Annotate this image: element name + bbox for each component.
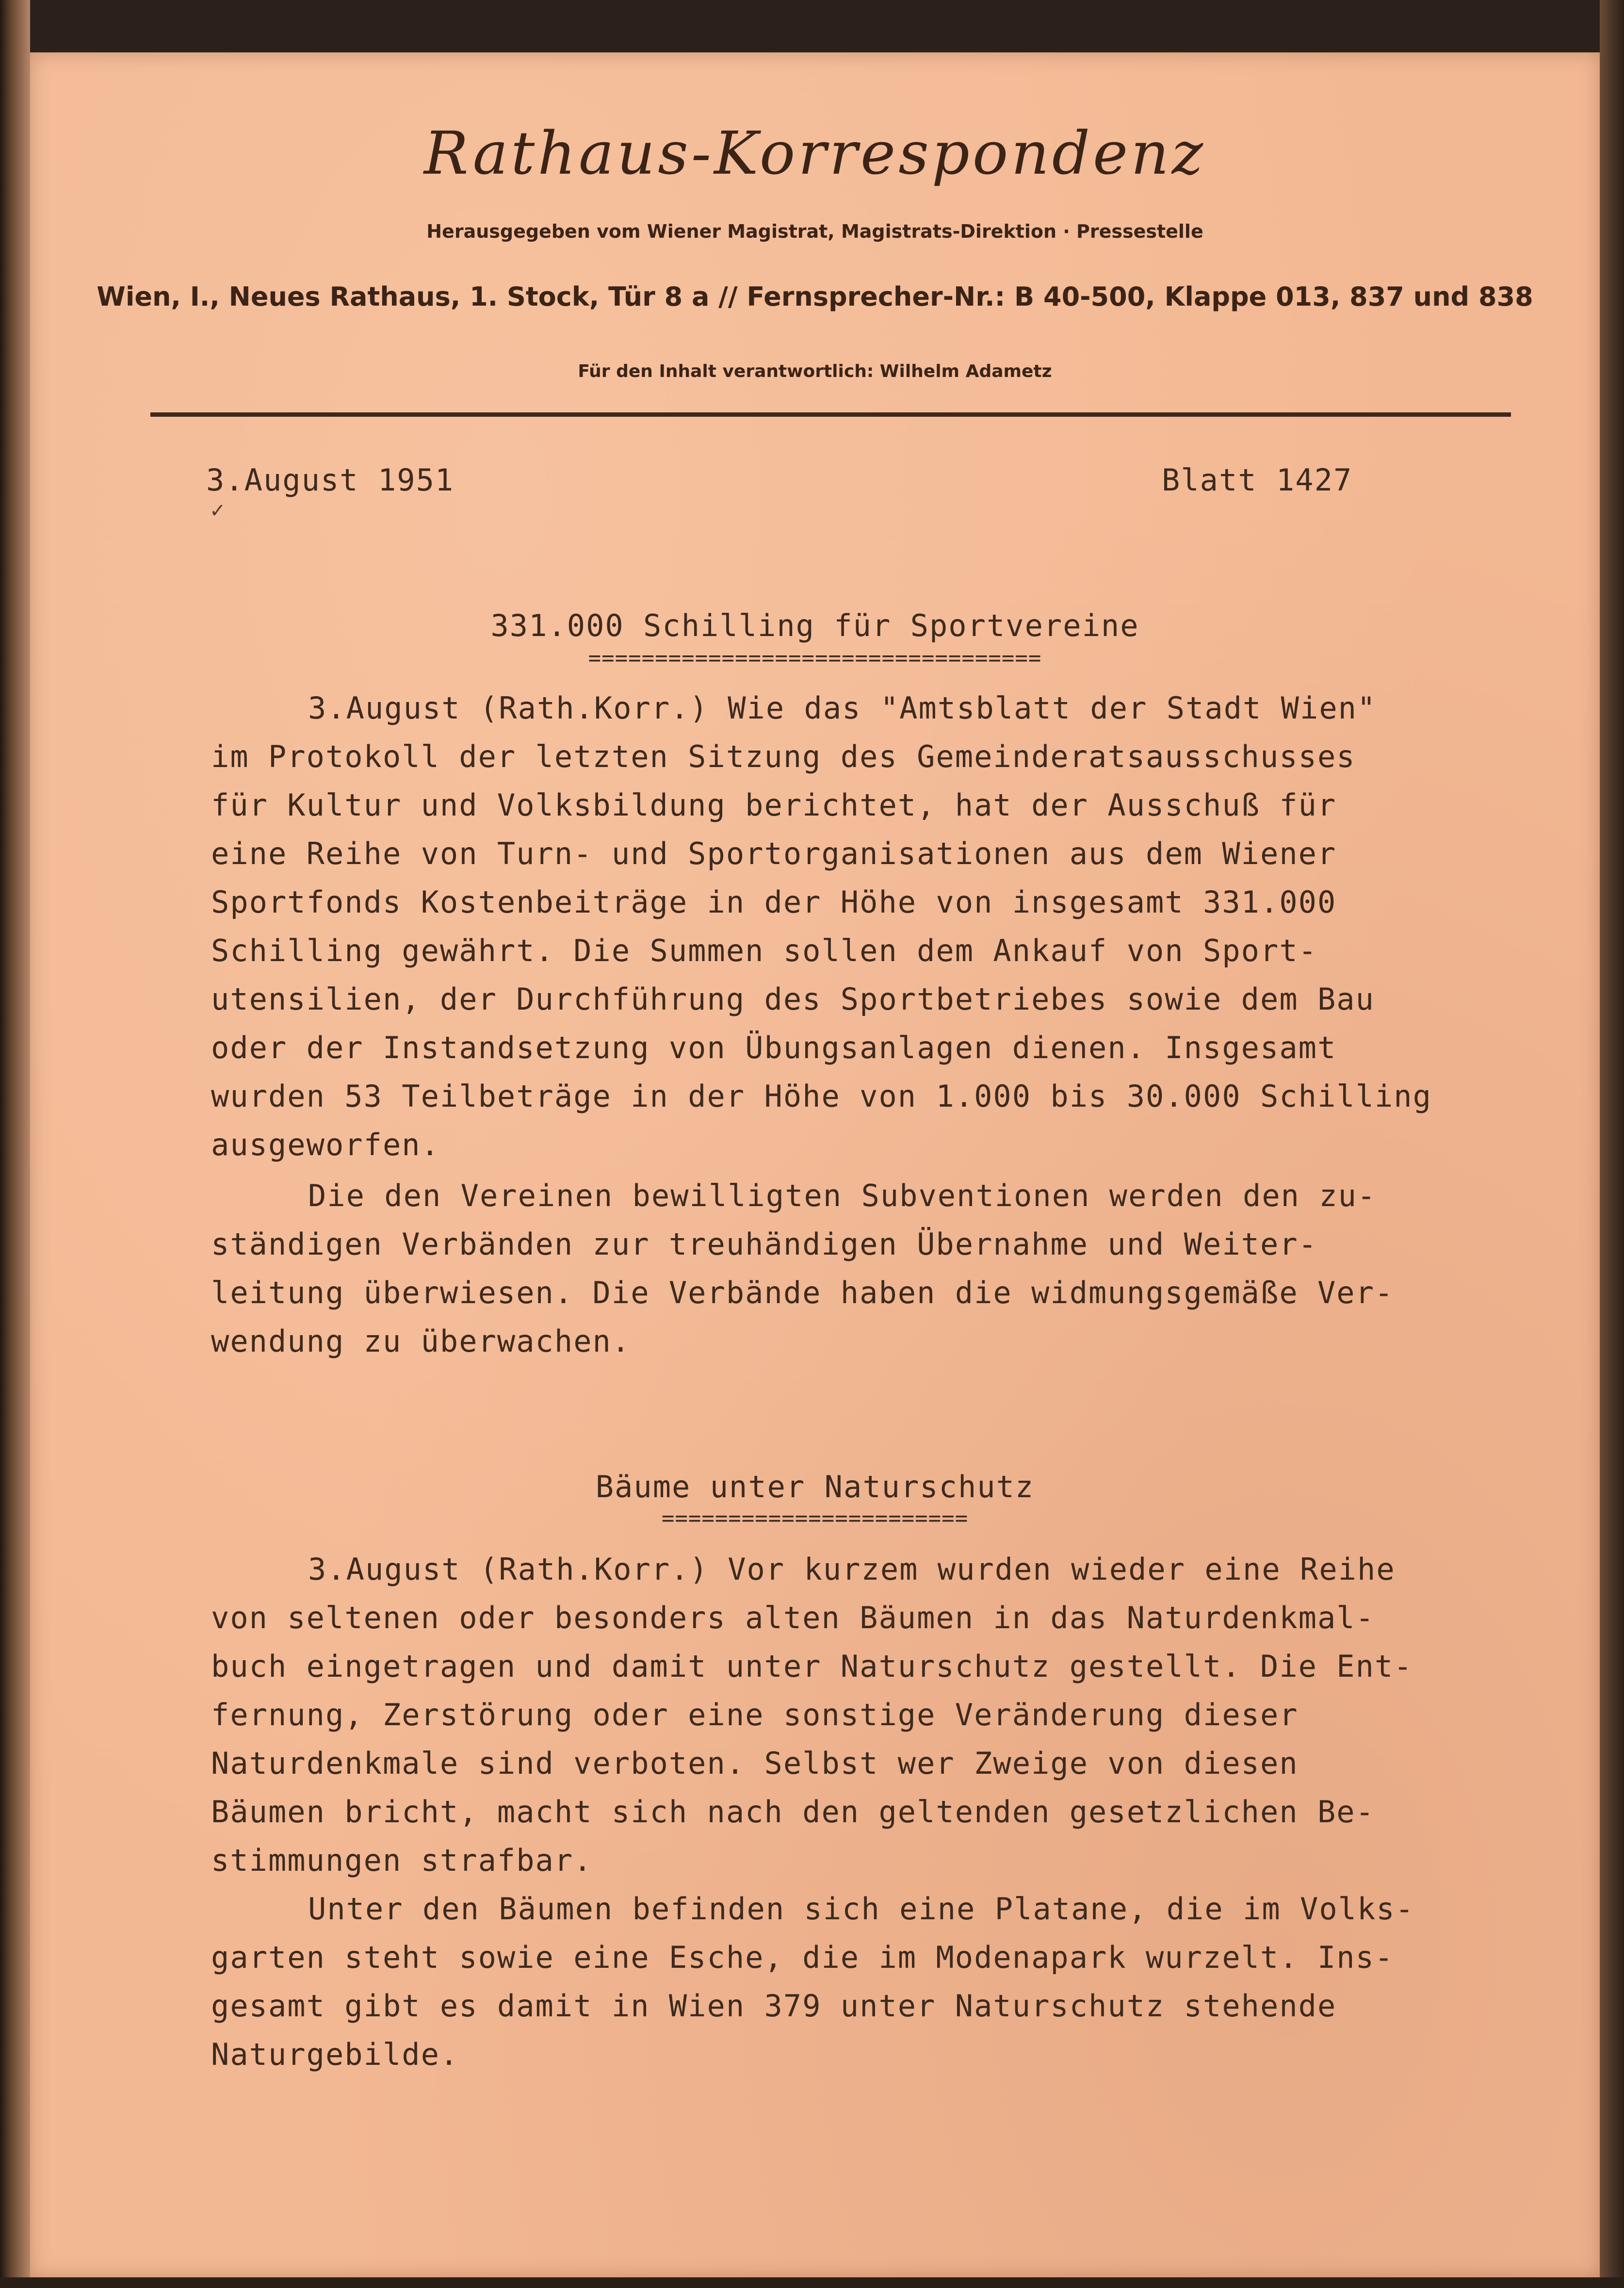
text-line: oder der Instandsetzung von Übungsanlagen dienen. Insgesamt [211, 1030, 1337, 1065]
text-line: stimmungen strafbar. [211, 1843, 593, 1878]
article2-paragraph2 [211, 1885, 1521, 2079]
article1-title: 331.000 Schilling für Sportvereine [490, 608, 1139, 643]
text-line: wendung zu überwachen. [211, 1324, 631, 1359]
article2-paragraph1 [211, 1545, 1521, 1885]
text-line: 3.August (Rath.Korr.) Wie das "Amtsblatt der Stadt Wien" [308, 690, 1377, 726]
page-right-edge [1600, 0, 1624, 2288]
text-line: garten steht sowie eine Esche, die im Modenapark wurzelt. Ins- [211, 1940, 1394, 1975]
text-line: Bäumen bricht, macht sich nach den geltenden gesetzlichen Be- [211, 1794, 1375, 1830]
text-line: buch eingetragen und damit unter Naturschutz gestellt. Die Ent- [211, 1649, 1413, 1684]
text-line: leitung überwiesen. Die Verbände haben die widmungsgemäße Ver- [211, 1275, 1394, 1310]
header-rule [150, 412, 1511, 417]
text-line: Naturdenkmale sind verboten. Selbst wer Zweige von diesen [211, 1746, 1299, 1781]
article1-paragraph2 [211, 1172, 1521, 1366]
text-line: Schilling gewährt. Die Summen sollen dem Ankauf von Sport- [211, 933, 1317, 968]
sheet-number: Blatt 1427 [1162, 462, 1353, 498]
article2-title: Bäume unter Naturschutz [595, 1469, 1035, 1504]
page-bottom-edge [0, 2277, 1624, 2288]
text-line: von seltenen oder besonders alten Bäumen in das Naturdenkmal- [211, 1600, 1375, 1635]
text-line: eine Reihe von Turn- und Sportorganisationen aus dem Wiener [211, 836, 1337, 871]
text-line: 3.August (Rath.Korr.) Vor kurzem wurden wieder eine Reihe [308, 1552, 1396, 1587]
address-line: Wien, I., Neues Rathaus, 1. Stock, Tür 8 a // Fernsprecher-Nr.: B 40-500, Klappe 013, 837 und 838 [97, 281, 1533, 312]
text-line: für Kultur und Volksbildung berichtet, hat der Ausschuß für [211, 787, 1337, 823]
text-line: wurden 53 Teilbeträge in der Höhe von 1.000 bis 30.000 Schilling [211, 1079, 1432, 1114]
text-line: gesamt gibt es damit in Wien 379 unter Naturschutz stehende [211, 1988, 1337, 2024]
text-line: ständigen Verbänden zur treuhändigen Übernahme und Weiter- [211, 1226, 1317, 1262]
article2-title-underline: ======================= [661, 1508, 969, 1529]
text-line: ausgeworfen. [211, 1127, 440, 1162]
binding-edge [0, 0, 30, 2288]
text-line: utensilien, der Durchführung des Sportbetriebes sowie dem Bau [211, 981, 1375, 1017]
article1-paragraph1 [211, 684, 1521, 1169]
text-line: fernung, Zerstörung oder eine sonstige Veränderung dieser [211, 1697, 1299, 1732]
text-line: Die den Vereinen bewilligten Subventionen werden den zu- [308, 1178, 1377, 1213]
article1-title-underline: ================================== [588, 648, 1042, 669]
text-line: Naturgebilde. [211, 2037, 459, 2072]
responsible-line: Für den Inhalt verantwortlich: Wilhelm Adametz [578, 361, 1052, 381]
text-line: im Protokoll der letzten Sitzung des Gemeinderatsausschusses [211, 739, 1356, 774]
pencil-mark: ✓ [210, 500, 226, 522]
text-line: Sportfonds Kostenbeiträge in der Höhe von insgesamt 331.000 [211, 884, 1337, 920]
publisher-line: Herausgegeben vom Wiener Magistrat, Magistrats-Direktion · Pressestelle [426, 221, 1203, 242]
text-line: Unter den Bäumen befinden sich eine Platane, die im Volks- [308, 1891, 1414, 1927]
issue-date: 3.August 1951 [206, 462, 455, 498]
masthead-title: Rathaus-Korrespondenz [423, 119, 1206, 188]
